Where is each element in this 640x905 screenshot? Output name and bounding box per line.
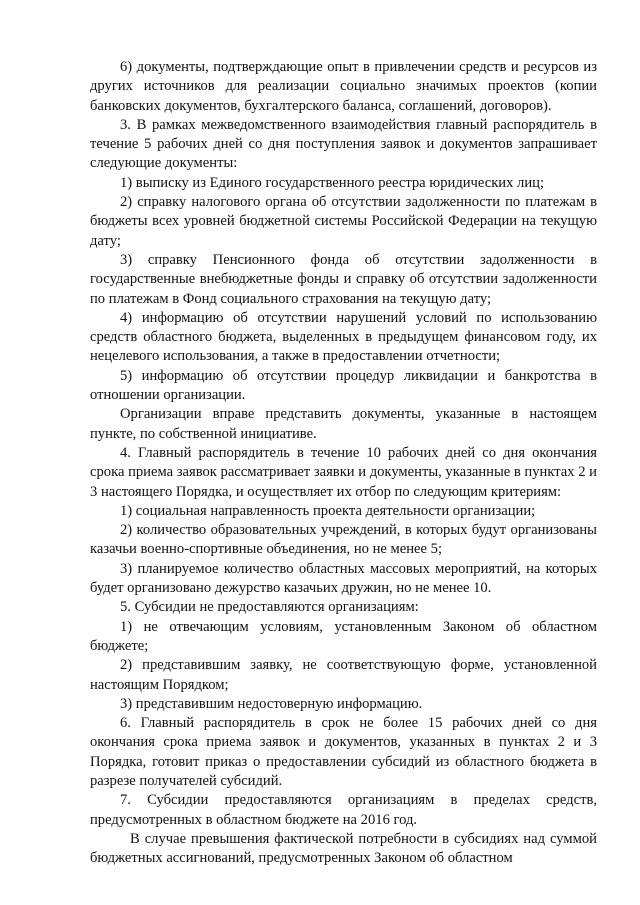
paragraph-denial-3: 3) представившим недостоверную информацию. [120, 695, 423, 712]
paragraph-criterion-3: 3) планируемое количество областных массовых мероприятий, на которых будет организовано дежурство казачьих дружин, но не менее 10. [90, 560, 597, 597]
paragraph-criterion-2: 2) количество образовательных учреждений, в которых будут организованы казачьи военно-спортивные объединения, но не менее 5; [90, 522, 597, 558]
paragraph-item-5-liquidation: 5) информацию об отсутствии процедур ликвидации и банкротства в отношении организации. [90, 367, 597, 404]
paragraph-clause-6: 6. Главный распорядитель в срок не более 15 рабочих дней со дня окончания срока приема заявок и документов, указанных в пунктах 2 и 3 Порядка, готовит приказ о предоставлении субсидий из областного бюджета в разрезе получателей субсидий. [90, 715, 597, 789]
paragraph-item-6-documents: 6) документы, подтверждающие опыт в привлечении средств и ресурсов из других источников для реализации социально значимых проектов (копии банковских документов, бухгалтерского баланса, соглашений, договоров). [90, 59, 597, 114]
paragraph-item-2-tax-certificate: 2) справку налогового органа об отсутствии задолженности по платежам в бюджеты всех уровней бюджетной системы Российской Федерации на текущую дату; [90, 194, 597, 249]
paragraph-denial-2: 2) представившим заявку, не соответствующую форме, установленной настоящим Порядком; [90, 657, 597, 693]
paragraph-denial-1: 1) не отвечающим условиям, установленным Законом об областном бюджете; [90, 618, 597, 654]
paragraph-clause-5: 5. Субсидии не предоставляются организациям: [120, 599, 419, 616]
paragraph-excess-demand: В случае превышения фактической потребности в субсидиях над суммой бюджетных ассигнований, предусмотренных Законом об областном [90, 830, 597, 867]
paragraph-item-3-pension-certificate: 3) справку Пенсионного фонда об отсутствии задолженности в государственные внебюджетные фонды и справку об отсутствии задолженности по платежам в Фонд социального страхования на текущую дату; [90, 251, 597, 307]
paragraph-criterion-1: 1) социальная направленность проекта деятельности организации; [120, 502, 536, 519]
paragraph-clause-7: 7. Субсидии предоставляются организациям в пределах средств, предусмотренных в областном бюджете на 2016 год. [90, 792, 597, 828]
paragraph-clause-4: 4. Главный распорядитель в течение 10 рабочих дней со дня окончания срока приема заявок рассматривает заявки и документы, указанные в пунктах 2 и 3 настоящего Порядка, и осуществляет их отбор по следующим критериям: [90, 444, 597, 500]
document-page [90, 58, 597, 868]
paragraph-clause-3: 3. В рамках межведомственного взаимодействия главный распорядитель в течение 5 рабочих дней со дня поступления заявок и документов запрашивает следующие документы: [90, 116, 597, 172]
paragraph-item-1-registry-extract: 1) выписку из Единого государственного реестра юридических лиц; [120, 174, 545, 191]
paragraph-item-4-budget-violations: 4) информацию об отсутствии нарушений условий по использованию средств областного бюджета, выделенных в предыдущем финансовом году, их нецелевого использования, а также в предоставлении отчетности; [90, 309, 597, 365]
paragraph-own-initiative: Организации вправе представить документы, указанные в настоящем пункте, по собственной инициативе. [90, 406, 597, 442]
